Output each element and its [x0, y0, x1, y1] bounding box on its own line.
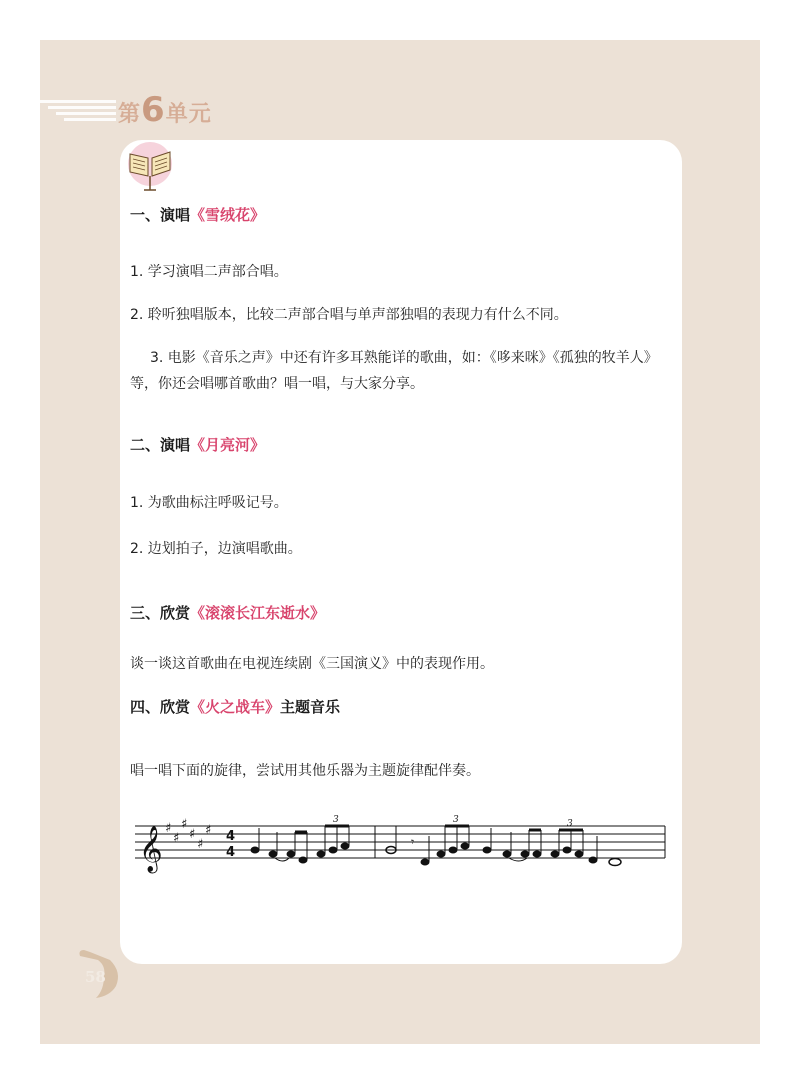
- svg-text:♯: ♯: [165, 821, 172, 836]
- melody-score: [135, 810, 670, 876]
- section-4-song-title: 《火之战车》: [190, 698, 281, 716]
- svg-text:♯: ♯: [197, 837, 204, 852]
- unit-number: 6: [141, 90, 166, 130]
- section-3-item-1: 谈一谈这首歌曲在电视连续剧《三国演义》中的表现作用。: [130, 656, 494, 672]
- triplet-mark-3: 3: [567, 819, 573, 829]
- section-2-item-2: 2. 边划拍子，边演唱歌曲。: [130, 541, 302, 557]
- svg-text:𝄾: 𝄾: [411, 835, 415, 849]
- svg-text:♯: ♯: [189, 827, 196, 842]
- svg-text:♯: ♯: [173, 831, 180, 846]
- unit-suffix: 单元: [165, 102, 212, 127]
- section-4-suffix: 主题音乐: [280, 698, 341, 716]
- unit-header-stripes: [40, 98, 116, 122]
- section-4-heading: [130, 696, 340, 717]
- unit-title: [118, 90, 212, 130]
- section-3-heading: [130, 602, 325, 623]
- triplet-mark-2: 3: [453, 815, 459, 825]
- time-signature-top: 4: [226, 829, 236, 844]
- section-2-song-title: 《月亮河》: [190, 436, 266, 454]
- section-4-prefix: 四、欣赏: [130, 698, 191, 716]
- svg-text:♯: ♯: [181, 817, 188, 832]
- section-1-song-title: 《雪绒花》: [190, 206, 266, 224]
- section-1-item-1: 1. 学习演唱二声部合唱。: [130, 264, 288, 280]
- section-3-song-title: 《滚滚长江东逝水》: [190, 604, 326, 622]
- section-2-prefix: 二、演唱: [130, 436, 191, 454]
- page-number: 58: [85, 968, 106, 986]
- section-1-heading: [130, 204, 265, 225]
- section-1-prefix: 一、演唱: [130, 206, 191, 224]
- section-1-item-2: 2. 聆听独唱版本，比较二声部合唱与单声部独唱的表现力有什么不同。: [130, 307, 568, 323]
- section-3-prefix: 三、欣赏: [130, 604, 191, 622]
- triplet-mark-1: 3: [333, 815, 339, 825]
- section-4-item-1: 唱一唱下面的旋律，尝试用其他乐器为主题旋律配伴奏。: [130, 763, 480, 779]
- section-1-item-3: 3. 电影《音乐之声》中还有许多耳熟能详的歌曲，如：《哆来咪》《孤独的牧羊人》等，你还会唱哪首歌曲？唱一唱，与大家分享。: [130, 350, 658, 392]
- svg-text:♯: ♯: [205, 823, 212, 838]
- unit-prefix: 第: [118, 102, 142, 127]
- open-book-icon: [124, 140, 176, 192]
- treble-clef-icon: 𝄞: [139, 826, 163, 872]
- section-2-item-1: 1. 为歌曲标注呼吸记号。: [130, 495, 288, 511]
- section-2-heading: [130, 434, 265, 455]
- time-signature-bottom: 4: [226, 845, 236, 860]
